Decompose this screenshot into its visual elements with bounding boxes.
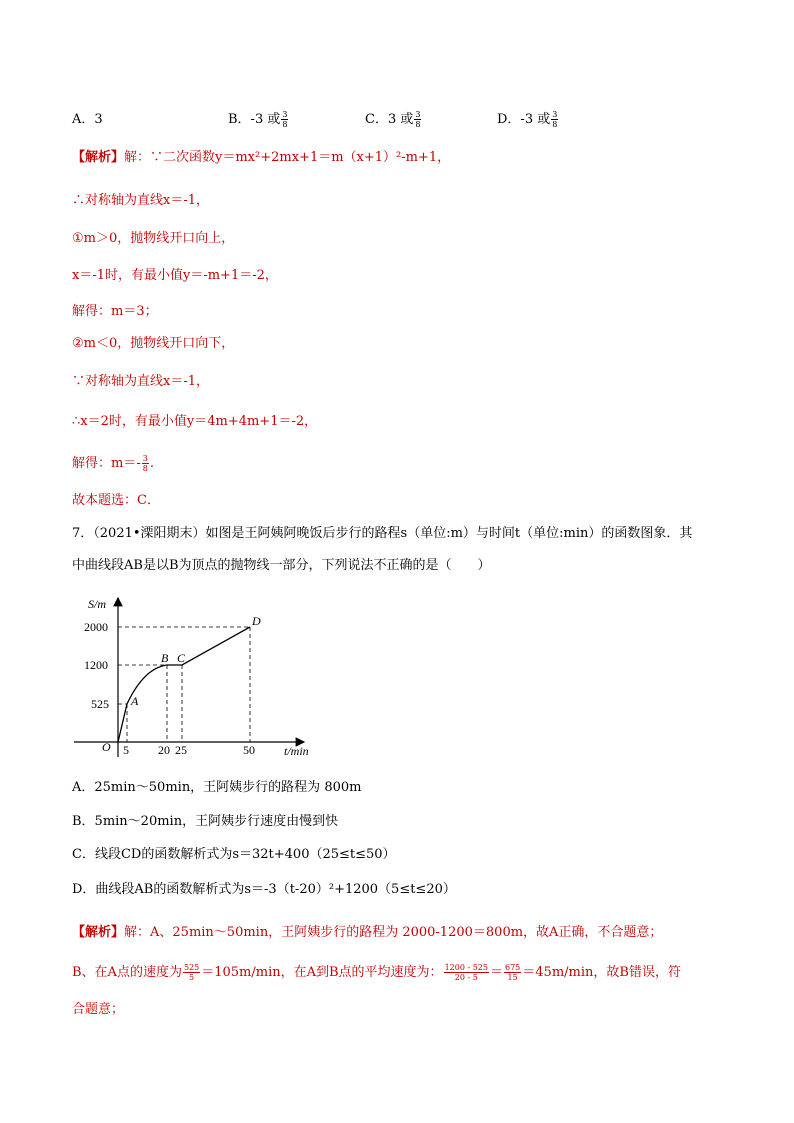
point-c-label: C <box>177 651 186 665</box>
fraction-525-5: $\frac{525}{5}$ <box>183 963 200 982</box>
y-tick-525: 525 <box>91 697 109 711</box>
q7-analysis-line3: 合题意； <box>72 1002 125 1017</box>
line2-part-b: ＝105m/min，在A到B点的平均速度为： <box>201 965 443 980</box>
q6-option-a-label: A．3 <box>72 112 103 127</box>
q6-option-b <box>228 108 289 129</box>
line9-suffix: . <box>149 456 154 471</box>
walking-distance-curve <box>118 627 250 742</box>
q6-analysis-line3: ①m＞0，抛物线开口向上， <box>72 231 235 246</box>
y-axis-label: S/m <box>88 597 106 611</box>
q7-analysis-line2 <box>72 963 681 983</box>
y-tick-1200: 1200 <box>84 658 108 672</box>
q7-stem-line2: 中曲线段AB是以B为顶点的抛物线一部分，下列说法不正确的是（ ） <box>72 558 491 573</box>
x-tick-50: 50 <box>243 743 255 757</box>
q6-option-b-label: B．-3 或 <box>228 112 281 127</box>
q6-option-c-label: C．3 或 <box>365 112 414 127</box>
line9-fraction: $\frac{3}{8}$ <box>142 454 148 473</box>
q6-analysis-line4: x＝-1时，有最小值y＝-m+1＝-2， <box>72 268 278 283</box>
fraction-average-speed: $\frac{1200 - 525}{20 - 5}$ <box>444 963 488 982</box>
origin-label: O <box>102 740 111 754</box>
point-a-label: A <box>131 694 139 708</box>
q6-option-d <box>497 108 559 129</box>
q6-analysis-line7: ∵对称轴为直线x＝-1， <box>72 374 209 389</box>
analysis-tag: 【解析】 <box>72 150 125 165</box>
line2-part-c: ＝ <box>489 965 503 980</box>
analysis-tag: 【解析】 <box>72 925 125 940</box>
q6-analysis-line2: ∴对称轴为直线x＝-1， <box>72 193 209 208</box>
x-tick-20: 20 <box>158 743 170 757</box>
q7-analysis-line1 <box>72 923 662 943</box>
q6-analysis-line10: 故本题选：C． <box>72 493 160 508</box>
x-tick-25: 25 <box>175 743 187 757</box>
x-tick-5: 5 <box>123 743 129 757</box>
fraction-675-15: $\frac{675}{15}$ <box>505 963 521 982</box>
analysis-text: 解：∵二次函数y＝mx²+2mx+1＝m（x+1）²-m+1， <box>124 150 451 165</box>
q7-option-a: A．25min～50min，王阿姨步行的路程为 800m <box>72 780 362 795</box>
q6-option-d-fraction: $\frac{3}{8}$ <box>552 110 558 129</box>
q7-function-graph <box>70 592 330 762</box>
q6-analysis-line8: ∴x＝2时，有最小值y＝4m+4m+1＝-2， <box>72 414 318 429</box>
analysis-text: 解：A、25min～50min，王阿姨步行的路程为 2000-1200＝800m，故A正确，不合题意； <box>124 925 663 940</box>
line9-prefix: 解得：m＝- <box>72 456 141 471</box>
q7-option-c: C．线段CD的函数解析式为s＝32t+400（25≤t≤50） <box>72 847 396 862</box>
q6-analysis-line6: ②m＜0，抛物线开口向下， <box>72 336 235 351</box>
q7-option-d: D．曲线段AB的函数解析式为s＝-3（t-20）²+1200（5≤t≤20） <box>72 882 456 897</box>
x-axis-label: t/min <box>284 744 309 758</box>
q6-option-a <box>72 108 103 127</box>
y-tick-2000: 2000 <box>84 620 108 634</box>
q6-analysis-line5: 解得：m＝3； <box>72 304 158 319</box>
q7-option-b: B．5min～20min，王阿姨步行速度由慢到快 <box>72 814 339 829</box>
point-d-label: D <box>252 614 261 628</box>
q6-option-b-fraction: $\frac{3}{8}$ <box>282 110 288 129</box>
q6-option-c-fraction: $\frac{3}{8}$ <box>415 110 421 129</box>
q6-analysis-line1 <box>72 148 450 168</box>
q6-option-c <box>365 108 422 129</box>
line2-part-a: B、在A点的速度为 <box>72 965 182 980</box>
point-b-label: B <box>161 651 169 665</box>
line2-part-d: ＝45m/min，故B错误，符 <box>522 965 681 980</box>
q7-stem-line1: 7．（2021•溧阳期末）如图是王阿姨阿晚饭后步行的路程s（单位:m）与时间t（单位:min）的函数图象．其 <box>72 526 693 541</box>
q6-analysis-line9 <box>72 454 154 474</box>
q6-option-d-label: D．-3 或 <box>497 112 551 127</box>
